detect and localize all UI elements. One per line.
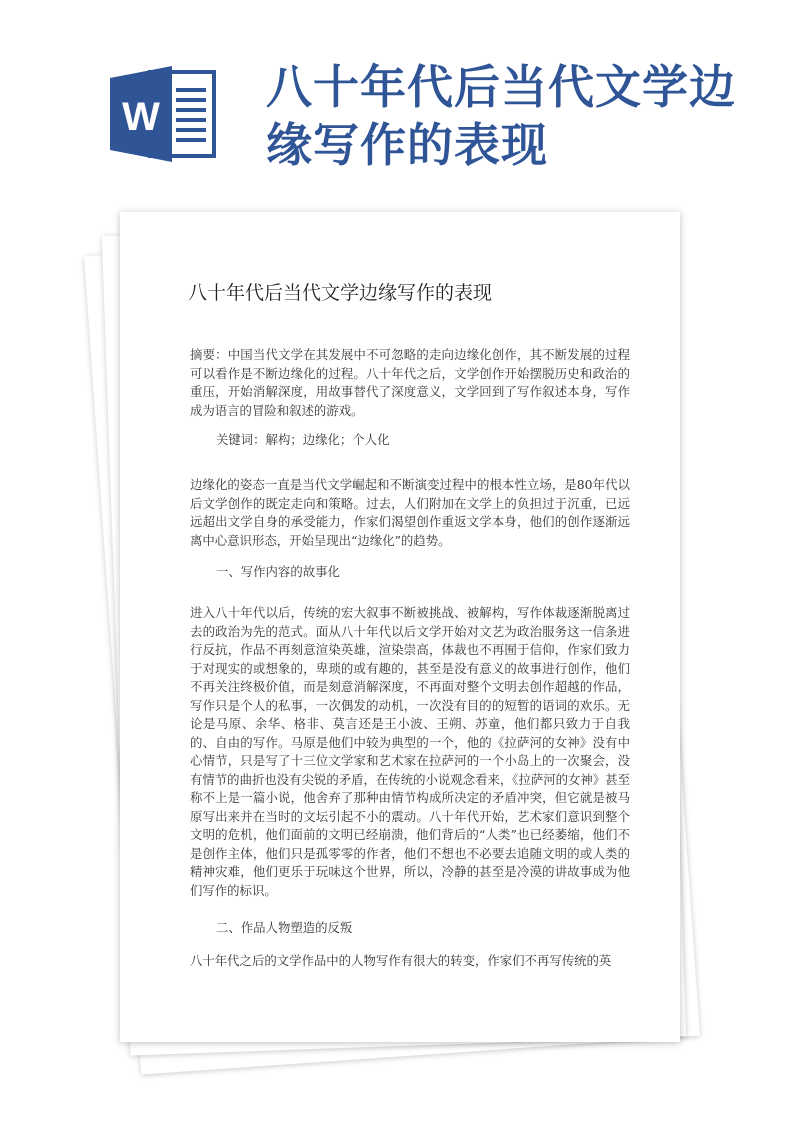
keywords-line: 关键词：解构；边缘化；个人化 — [216, 432, 390, 447]
svg-text:W: W — [122, 95, 160, 139]
word-document-icon — [110, 66, 220, 162]
banner-title: 八十年代后当代文学边缘写作的表现 — [266, 60, 736, 172]
abstract-paragraph: 摘要：中国当代文学在其发展中不可忽略的走向边缘化创作，其不断发展的过程可以看作是不断边缘化的过程。八十年代之后，文学创作开始摆脱历史和政治的重压，开始消解深度，用故事替代了深度意义，文学回到了写作叙述本身，写作成为语言的冒险和叙述的游戏。 — [190, 347, 630, 418]
section-2-paragraph: 八十年代之后的文学作品中的人物写作有很大的转变，作家们不再写传统的英 — [190, 953, 612, 968]
section-1-paragraph: 进入八十年代以后，传统的宏大叙事不断被挑战、被解构，写作体裁逐渐脱离过去的政治为先的范式。面从八十年代以后文学开始对文艺为政治服务这一信条进行反抗，作品不再刻意渲染英雄，渲染崇高，体裁也不再囿于信仰，作家们致力于对现实的或想象的，卑琐的或有趣的，甚至是没有意义的故事进行创作，他们不再关注终极价值，而是刻意消解深度，不再面对整个文明去创作超越的作品，写作只是个人的私事，一次偶发的动机，一次没有目的的短暂的语词的欢乐。无论是马原、余华、格非、莫言还是王小波、王朔、苏童，他们都只致力于自我的、自由的写作。马原是他们中较为典型的一个，他的《拉萨河的女神》没有中心情节，只是写了十三位文学家和艺术家在拉萨河的一个小岛上的一次聚会，没有情节的曲折也没有尖锐的矛盾，在传统的小说观念看来，《拉萨河的女神》甚至称不上是一篇小说，他舍弃了那种由情节构成所决定的矛盾冲突，但它就是被马原写出来并在当时的文坛引起不小的震动。八十年代开始，艺术家们意识到整个文明的危机，他们面前的文明已经崩溃，他们背后的“人类”也已经萎缩，他们不是创作主体，他们只是孤零零的作者，他们不想也不必要去追随文明的或人类的精神灾难，他们更乐于玩味这个世界，所以，冷静的甚至是冷漠的讲故事成为他们写作的标识。 — [190, 605, 630, 898]
intro-paragraph: 边缘化的姿态一直是当代文学崛起和不断演变过程中的根本性立场，是80年代以后文学创作的既定走向和策略。过去，人们附加在文学上的负担过于沉重，已远远超出文学自身的承受能力，作家们渴望创作重返文学本身，他们的创作逐渐远离中心意识形态，开始呈现出“边缘化”的趋势。 — [190, 477, 630, 548]
section-heading-1: 一、写作内容的故事化 — [216, 564, 340, 579]
section-heading-2: 二、作品人物塑造的反叛 — [216, 920, 353, 935]
document-page — [120, 212, 680, 1042]
document-title: 八十年代后当代文学边缘写作的表现 — [188, 282, 493, 304]
